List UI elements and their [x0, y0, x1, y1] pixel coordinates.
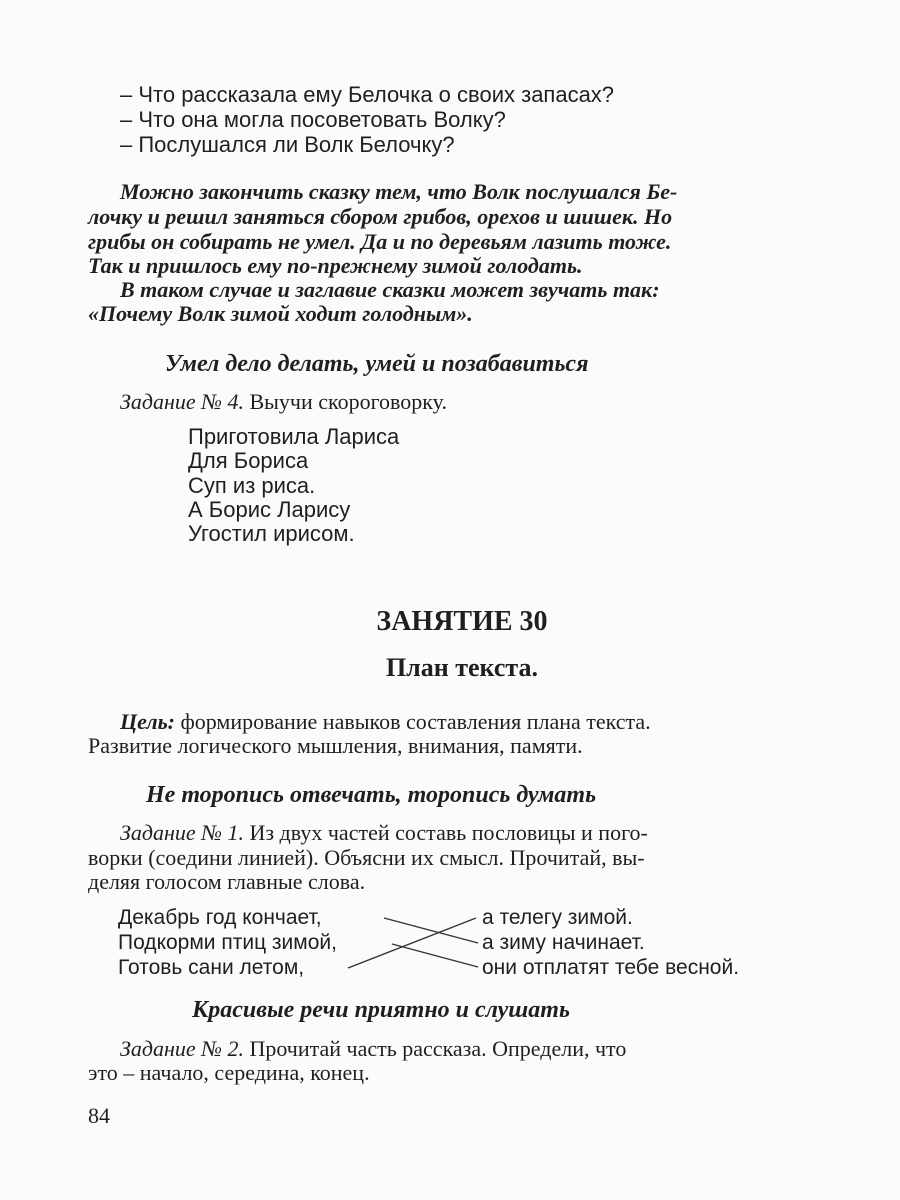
lesson-subtitle: План текста.: [385, 653, 539, 682]
goal-text-1: формирование навыков составления плана текста.: [180, 709, 651, 734]
goal-label: Цель:: [120, 709, 175, 734]
page-number: 84: [88, 1103, 110, 1128]
poem-line-1: Приготовила Лариса: [188, 424, 400, 449]
connector-line-1: [384, 918, 478, 943]
title-line-2: «Почему Волк зимой ходит голодным».: [88, 301, 473, 326]
poem-line-4: А Борис Ларису: [188, 497, 351, 522]
section2-task-text-1: Из двух частей составь пословицы и пого-: [249, 820, 648, 845]
section3-heading: Красивые речи приятно и слушать: [192, 997, 570, 1023]
section3-task-line-2: это – начало, середина, конец.: [88, 1060, 370, 1085]
proverb-left-2: Подкорми птиц зимой,: [118, 931, 337, 954]
ending-line-3: грибы он собирать не умел. Да и по деревьям лазить тоже.: [88, 229, 672, 254]
question-2: – Что она могла посоветовать Волку?: [120, 107, 506, 132]
section2-task-line-3: деляя голосом главные слова.: [88, 869, 366, 894]
section1-heading: Умел дело делать, умей и позабавиться: [165, 351, 589, 377]
proverb-right-2: а зиму начинает.: [482, 931, 645, 954]
section1-task-text: Выучи скороговорку.: [249, 389, 447, 414]
poem-line-3: Суп из риса.: [188, 473, 316, 498]
ending-line-2: лочку и решил заняться сбором грибов, орехов и шишек. Но: [88, 204, 673, 229]
question-3: – Послушался ли Волк Белочку?: [120, 132, 455, 157]
section2-task-line-2: ворки (соедини линией). Объясни их смысл. Прочитай, вы-: [88, 845, 645, 870]
title-line-1: В таком случае и заглавие сказки может звучать так:: [120, 277, 660, 302]
lesson-title: ЗАНЯТИЕ 30: [376, 606, 548, 637]
poem-line-2: Для Бориса: [188, 448, 309, 473]
section3-task-text-1: Прочитай часть рассказа. Определи, что: [249, 1036, 627, 1061]
proverb-left-1: Декабрь год кончает,: [118, 906, 322, 929]
proverb-right-1: а телегу зимой.: [482, 906, 633, 929]
proverb-right-3: они отплатят тебе весной.: [482, 956, 740, 979]
connector-line-2: [392, 944, 478, 967]
goal-line-2: Развитие логического мышления, внимания, памяти.: [88, 733, 583, 758]
section3-task-line-1: [120, 1037, 626, 1062]
ending-line-1: Можно закончить сказку тем, что Волк послушался Бе-: [120, 179, 678, 204]
section1-task-label: Задание № 4.: [120, 389, 244, 414]
poem-line-5: Угостил ирисом.: [188, 521, 355, 546]
proverb-left-3: Готовь сани летом,: [118, 956, 305, 979]
section2-task-label: Задание № 1.: [120, 820, 244, 845]
section3-task-label: Задание № 2.: [120, 1036, 244, 1061]
ending-line-4: Так и пришлось ему по-прежнему зимой голодать.: [88, 253, 583, 278]
question-1: – Что рассказала ему Белочка о своих запасах?: [120, 82, 615, 107]
section2-heading: Не торопись отвечать, торопись думать: [146, 782, 597, 808]
